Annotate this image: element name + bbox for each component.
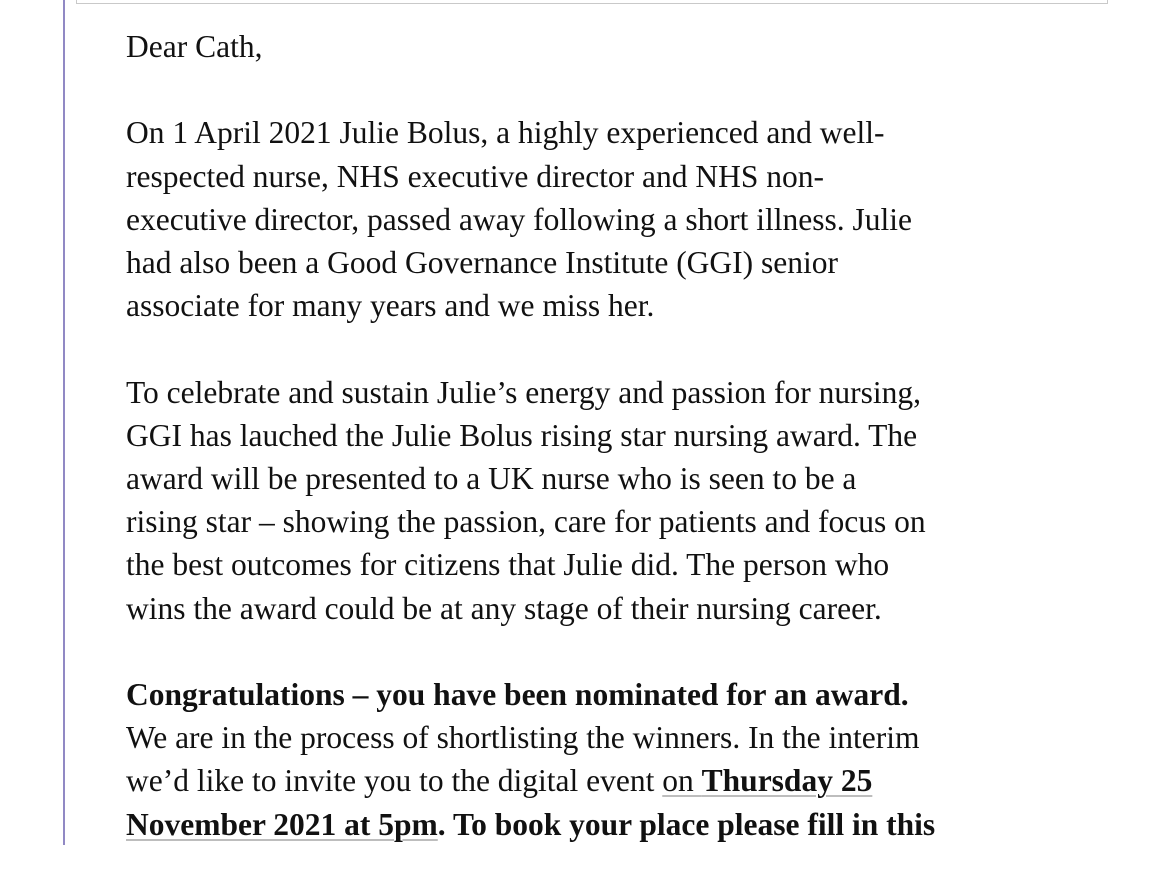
award-line: GGI has lauched the Julie Bolus rising star nursing award. The xyxy=(126,417,918,453)
nomination-line xyxy=(126,803,1086,846)
email-header-frame xyxy=(76,0,1108,4)
event-date-link-continued[interactable] xyxy=(126,807,438,842)
salutation-text: Dear Cath, xyxy=(126,29,263,64)
award-line: award will be presented to a UK nurse who is seen to be a xyxy=(126,461,857,496)
award-paragraph xyxy=(126,371,1086,630)
intro-paragraph xyxy=(126,111,1086,327)
link-on-text: on xyxy=(662,763,702,799)
award-line: wins the award could be at any stage of their nursing career. xyxy=(126,590,882,626)
award-line: To celebrate and sustain Julie’s energy and passion for nursing, xyxy=(126,374,922,410)
nomination-line: We are in the process of shortlisting the winners. In the interim xyxy=(126,720,920,756)
nomination-paragraph xyxy=(126,673,1086,846)
email-body xyxy=(126,25,1086,889)
event-date-link[interactable] xyxy=(662,763,872,798)
quote-rule xyxy=(63,0,65,845)
nomination-line xyxy=(126,759,1086,802)
intro-line: executive director, passed away following a short illness. Julie xyxy=(126,201,913,237)
intro-line: respected nurse, NHS executive director and NHS non- xyxy=(126,158,825,194)
invite-text: we’d like to invite you to the digital event xyxy=(126,763,663,799)
booking-text: . To book your place please fill in this xyxy=(437,806,936,842)
event-day-text: Thursday 25 xyxy=(701,763,873,799)
event-date-time-text: November 2021 at 5pm xyxy=(126,806,438,842)
intro-line: On 1 April 2021 Julie Bolus, a highly experienced and well- xyxy=(126,115,885,151)
award-line: rising star – showing the passion, care for patients and focus on xyxy=(126,504,926,540)
intro-line: associate for many years and we miss her. xyxy=(126,288,655,324)
salutation xyxy=(126,25,1086,68)
nomination-headline: Congratulations – you have been nominated for an award. xyxy=(126,677,909,712)
award-line: the best outcomes for citizens that Julie did. The person who xyxy=(126,547,890,583)
intro-line: had also been a Good Governance Institute (GGI) senior xyxy=(126,245,839,280)
